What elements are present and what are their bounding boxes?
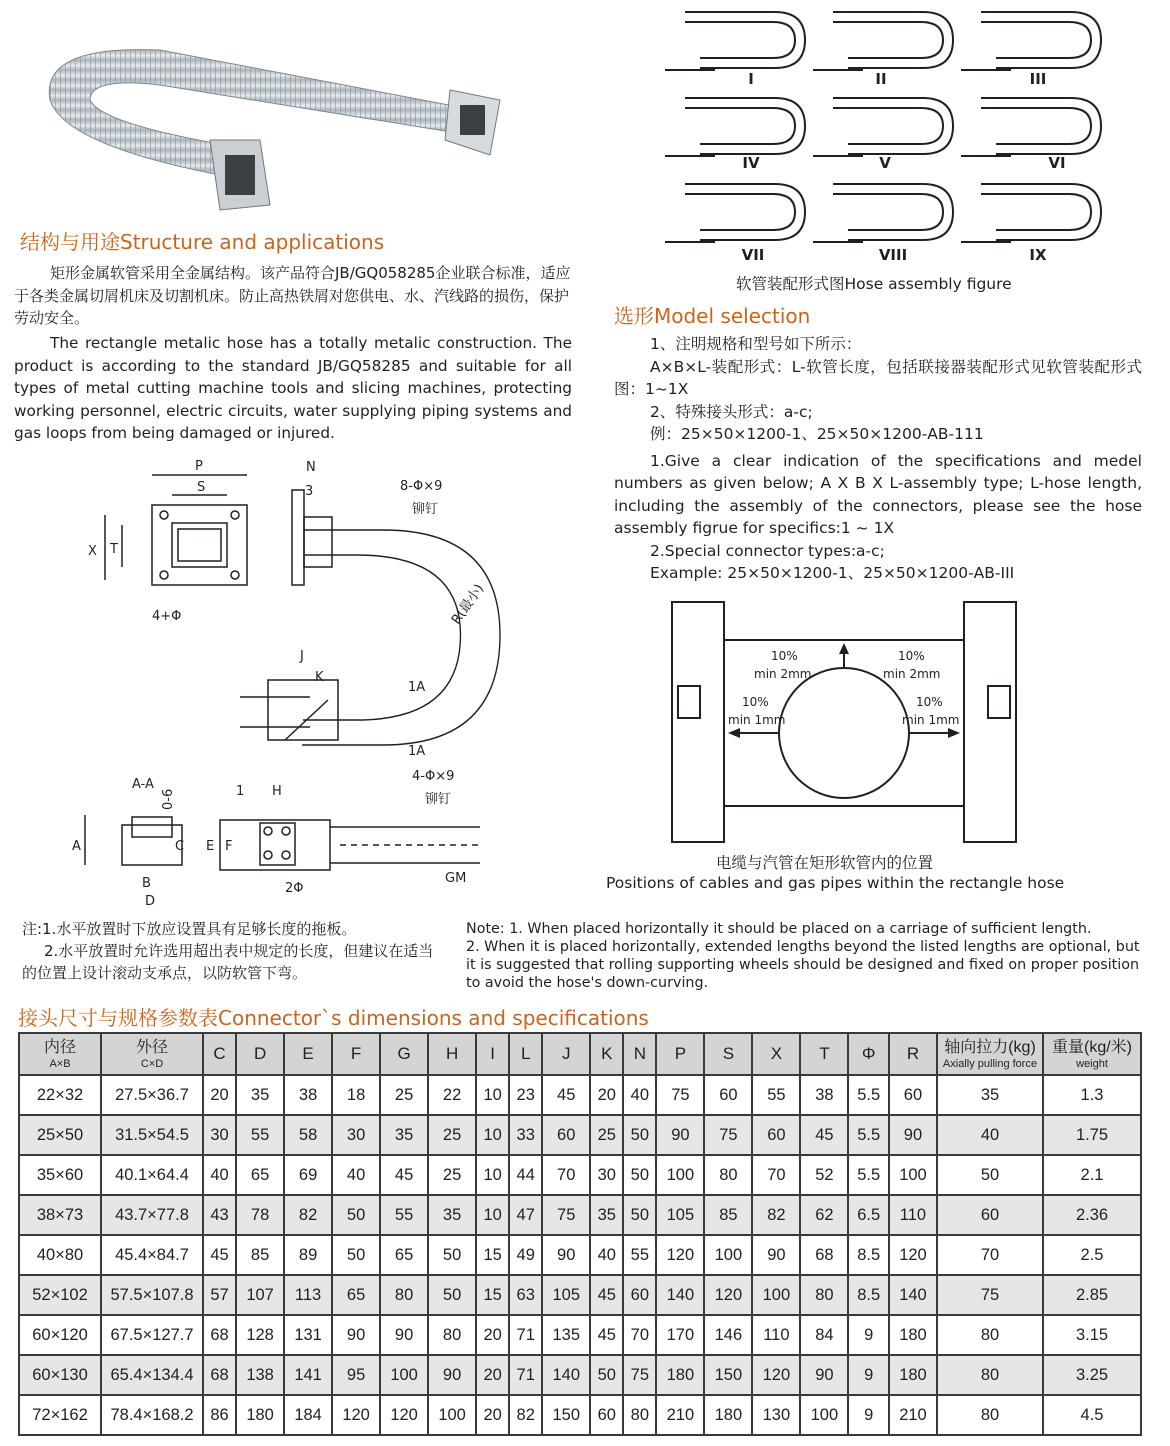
table-cell: 120: [889, 1235, 937, 1275]
table-cell: 68: [203, 1355, 236, 1395]
table-cell: 2.36: [1043, 1195, 1141, 1235]
table-cell: 40×80: [19, 1235, 101, 1275]
clearance-side-left-pct: 10%: [742, 695, 769, 709]
header-K: K: [590, 1033, 623, 1075]
note-en-2: 2. When it is placed horizontally, extended lengths beyond the listed lengths are optional, but it is suggested that rolling supporting wheels should be designed and fixed on proper position to avoid the hose's down-curving.: [466, 939, 1140, 991]
table-cell: 75: [704, 1115, 752, 1155]
table-cell: 110: [752, 1315, 800, 1355]
table-cell: 50: [332, 1235, 380, 1275]
dim-3: 3: [305, 484, 314, 499]
rivet-cn-2: 铆钉: [425, 792, 452, 807]
table-cell: 45: [203, 1235, 236, 1275]
table-cell: 50: [623, 1155, 656, 1195]
table-cell: 71: [509, 1315, 542, 1355]
table-cell: 22: [428, 1075, 476, 1115]
table-cell: 45: [380, 1155, 428, 1195]
note-cn-2: 2.水平放置时允许选用超出表中规定的长度，但建议在适当的位置上设计滚动支承点，以防软管下弯。: [22, 942, 434, 982]
notes-cn: [22, 918, 434, 984]
label-GM: GM: [445, 871, 467, 886]
table-cell: 50: [623, 1195, 656, 1235]
table-cell: 80: [380, 1275, 428, 1315]
header-G: G: [380, 1033, 428, 1075]
table-cell: 71: [509, 1355, 542, 1395]
table-cell: 140: [656, 1275, 704, 1315]
table-cell: 3.25: [1043, 1355, 1141, 1395]
dim-J: J: [300, 649, 304, 664]
header-weight: 重量(kg/米) weight: [1043, 1033, 1141, 1075]
structure-text-cn: 矩形金属软管采用全金属结构。该产品符合JB/GQ058285企业联合标准，适应于各类金属切屑机床及切割机床。防止高热铁屑对您供电、水、汽线路的损伤，保护劳动安全。: [14, 264, 571, 327]
table-cell: 75: [623, 1355, 656, 1395]
model-line-1: 1、注明规格和型号如下所示：: [650, 335, 862, 353]
header-X: X: [752, 1033, 800, 1075]
table-cell: 68: [800, 1235, 848, 1275]
table-cell: 45: [590, 1275, 623, 1315]
dim-H: H: [272, 784, 282, 799]
table-cell: 68: [203, 1315, 236, 1355]
table-cell: 100: [380, 1355, 428, 1395]
table-cell: 20: [476, 1395, 509, 1435]
table-cell: 60: [590, 1395, 623, 1435]
table-cell: 25: [380, 1075, 428, 1115]
label-1A-bottom: 1A: [408, 744, 426, 759]
table-cell: 20: [476, 1355, 509, 1395]
header-H: H: [428, 1033, 476, 1075]
table-cell: 120: [704, 1275, 752, 1315]
table-cell: 90: [332, 1315, 380, 1355]
table-cell: 180: [889, 1355, 937, 1395]
table-cell: 180: [889, 1315, 937, 1355]
table-cell: 10: [476, 1115, 509, 1155]
table-cell: 100: [752, 1275, 800, 1315]
header-J: J: [542, 1033, 590, 1075]
table-cell: 180: [656, 1355, 704, 1395]
table-cell: 90: [800, 1355, 848, 1395]
dim-2phi: 2Φ: [285, 881, 304, 896]
table-cell: 100: [428, 1395, 476, 1435]
table-cell: 78: [236, 1195, 284, 1235]
table-cell: 75: [542, 1195, 590, 1235]
clearance-side-left-min: min 1mm: [728, 713, 786, 727]
table-cell: 4.5: [1043, 1395, 1141, 1435]
table-cell: 180: [236, 1395, 284, 1435]
assembly-label-6: VI: [1048, 154, 1066, 172]
cross-caption-cn: 电缆与汽管在矩形软管内的位置: [716, 854, 934, 872]
table-cell: 131: [284, 1315, 332, 1355]
table-row: [19, 1395, 1141, 1435]
table-cell: 60×120: [19, 1315, 101, 1355]
header-phi: Φ: [848, 1033, 889, 1075]
table-cell: 60: [623, 1275, 656, 1315]
table-cell: 40: [203, 1155, 236, 1195]
table-cell: 45: [800, 1115, 848, 1155]
assembly-label-1: I: [748, 70, 754, 88]
table-cell: 35×60: [19, 1155, 101, 1195]
clearance-top-right-min: min 2mm: [883, 667, 941, 681]
header-S: S: [704, 1033, 752, 1075]
dim-P: P: [195, 459, 203, 474]
table-cell: 135: [542, 1315, 590, 1355]
table-row: [19, 1155, 1141, 1195]
table-cell: 75: [656, 1075, 704, 1115]
header-T: T: [800, 1033, 848, 1075]
table-cell: 85: [704, 1195, 752, 1235]
table-body: [19, 1075, 1141, 1435]
table-cell: 40: [623, 1075, 656, 1115]
model-line-6: 2.Special connector types:a-c;: [650, 541, 885, 560]
table-cell: 69: [284, 1155, 332, 1195]
model-line-3: 2、特殊接头形式：a-c;: [650, 402, 813, 421]
table-cell: 130: [752, 1395, 800, 1435]
table-cell: 80: [704, 1155, 752, 1195]
technical-drawing: [60, 455, 500, 909]
table-cell: 44: [509, 1155, 542, 1195]
table-cell: 82: [284, 1195, 332, 1235]
table-cell: 60: [704, 1075, 752, 1115]
section-AA: A-A: [132, 777, 154, 792]
table-cell: 33: [509, 1115, 542, 1155]
table-cell: 107: [236, 1275, 284, 1315]
label-1A-top: 1A: [408, 680, 426, 695]
table-cell: 150: [542, 1395, 590, 1435]
table-cell: 100: [800, 1395, 848, 1435]
table-cell: 78.4×168.2: [101, 1395, 203, 1435]
connector-spec-table: [18, 1032, 1142, 1436]
table-cell: 5.5: [848, 1155, 889, 1195]
table-cell: 40: [332, 1155, 380, 1195]
table-cell: 58: [284, 1115, 332, 1155]
table-cell: 50: [590, 1355, 623, 1395]
table-cell: 138: [236, 1355, 284, 1395]
table-cell: 35: [590, 1195, 623, 1235]
clearance-side-right-min: min 1mm: [902, 713, 960, 727]
table-cell: 140: [542, 1355, 590, 1395]
table-cell: 1.3: [1043, 1075, 1141, 1115]
dim-S: S: [197, 480, 206, 495]
table-cell: 20: [203, 1075, 236, 1115]
dim-E: E: [206, 839, 215, 854]
table-cell: 80: [937, 1315, 1043, 1355]
table-cell: 72×162: [19, 1395, 101, 1435]
table-cell: 90: [542, 1235, 590, 1275]
assembly-label-8: VIII: [878, 246, 908, 264]
model-line-7: Example: 25×50×1200-1、25×50×1200-AB-III: [650, 564, 1015, 582]
table-cell: 62: [800, 1195, 848, 1235]
table-cell: 65: [236, 1155, 284, 1195]
dim-K: K: [315, 670, 324, 685]
table-cell: 47: [509, 1195, 542, 1235]
table-cell: 25×50: [19, 1115, 101, 1155]
table-cell: 70: [542, 1155, 590, 1195]
dim-C: C: [175, 839, 185, 854]
clearance-side-right-pct: 10%: [916, 695, 943, 709]
table-cell: 180: [704, 1395, 752, 1435]
table-cell: 60: [752, 1115, 800, 1155]
table-cell: 141: [284, 1355, 332, 1395]
table-cell: 80: [428, 1315, 476, 1355]
table-cell: 86: [203, 1395, 236, 1435]
hose-assembly-figure: [655, 0, 1130, 265]
table-cell: 105: [656, 1195, 704, 1235]
table-cell: 70: [937, 1235, 1043, 1275]
table-cell: 31.5×54.5: [101, 1115, 203, 1155]
table-cell: 50: [332, 1195, 380, 1235]
table-cell: 70: [623, 1315, 656, 1355]
table-cell: 85: [236, 1235, 284, 1275]
assembly-label-5: V: [879, 154, 891, 172]
table-row: [19, 1235, 1141, 1275]
table-cell: 89: [284, 1235, 332, 1275]
table-cell: 80: [937, 1395, 1043, 1435]
table-row: [19, 1355, 1141, 1395]
dim-D: D: [145, 894, 156, 909]
dim-R: R(最小): [448, 581, 488, 628]
table-cell: 22×32: [19, 1075, 101, 1115]
structure-heading: 结构与用途Structure and applications: [20, 230, 385, 254]
dim-1: 1: [236, 784, 245, 799]
rivet-cn-1: 铆钉: [412, 502, 439, 517]
table-cell: 146: [704, 1315, 752, 1355]
table-cell: 3.15: [1043, 1315, 1141, 1355]
table-cell: 57.5×107.8: [101, 1275, 203, 1315]
table-row: [19, 1115, 1141, 1155]
note-cn-1: 注:1.水平放置时下放应设置具有足够长度的拖板。: [22, 920, 357, 938]
header-I: I: [476, 1033, 509, 1075]
table-row: [19, 1075, 1141, 1115]
table-cell: 80: [800, 1275, 848, 1315]
table-cell: 80: [937, 1355, 1043, 1395]
header-outer: 外径 C×D: [101, 1033, 203, 1075]
table-cell: 15: [476, 1235, 509, 1275]
table-cell: 35: [380, 1115, 428, 1155]
cross-section-diagram: [668, 598, 1020, 846]
table-cell: 113: [284, 1275, 332, 1315]
table-cell: 90: [380, 1315, 428, 1355]
model-line-5: 1.Give a clear indication of the specifications and medel numbers as given below; A X B X L-assembly type; L-hose length, including the assembly of the connectors, please see the hose assembly figrue for specifics:1 ~ 1X: [614, 451, 1142, 537]
model-line-4: 例：25×50×1200-1、25×50×1200-AB-111: [650, 425, 984, 443]
assembly-label-2: II: [875, 70, 887, 88]
table-cell: 100: [656, 1155, 704, 1195]
table-cell: 10: [476, 1195, 509, 1235]
table-cell: 60: [889, 1075, 937, 1115]
assembly-label-3: III: [1029, 70, 1047, 88]
clearance-top-left-pct: 10%: [771, 649, 798, 663]
table-cell: 38: [284, 1075, 332, 1115]
table-cell: 65.4×134.4: [101, 1355, 203, 1395]
table-cell: 30: [203, 1115, 236, 1155]
table-row: [19, 1195, 1141, 1235]
table-cell: 5.5: [848, 1075, 889, 1115]
table-header-row: [19, 1033, 1141, 1075]
table-cell: 82: [509, 1395, 542, 1435]
table-cell: 90: [752, 1235, 800, 1275]
table-cell: 15: [476, 1275, 509, 1315]
table-cell: 57: [203, 1275, 236, 1315]
dim-F: F: [225, 839, 233, 854]
table-cell: 50: [428, 1275, 476, 1315]
table-cell: 23: [509, 1075, 542, 1115]
header-inner: 内径 A×B: [19, 1033, 101, 1075]
table-cell: 210: [656, 1395, 704, 1435]
table-cell: 60: [542, 1115, 590, 1155]
table-cell: 49: [509, 1235, 542, 1275]
rivet-8: 8-Φ×9: [400, 479, 443, 494]
dim-0-6: 0-6: [161, 788, 176, 810]
table-cell: 52×102: [19, 1275, 101, 1315]
header-L: L: [509, 1033, 542, 1075]
header-N: N: [623, 1033, 656, 1075]
table-cell: 65: [332, 1275, 380, 1315]
table-cell: 63: [509, 1275, 542, 1315]
table-row: [19, 1315, 1141, 1355]
header-C: C: [203, 1033, 236, 1075]
cross-caption-en: Positions of cables and gas pipes within the rectangle hose: [606, 874, 1065, 892]
rivet-4: 4-Φ×9: [412, 769, 455, 784]
table-cell: 170: [656, 1315, 704, 1355]
table-cell: 10: [476, 1075, 509, 1115]
table-cell: 1.75: [1043, 1115, 1141, 1155]
table-cell: 2.5: [1043, 1235, 1141, 1275]
table-cell: 10: [476, 1155, 509, 1195]
table-cell: 55: [752, 1075, 800, 1115]
header-E: E: [284, 1033, 332, 1075]
structure-text-en: The rectangle metalic hose has a totally metalic construction. The product is according to the standard JB/GQ58285 and suitable for all types of metal cutting machine tools and slicing machines, protecting working personnel, electric circuits, water supplying piping systems and gas loops from being damaged or injured.: [14, 334, 572, 442]
table-cell: 38×73: [19, 1195, 101, 1235]
table-cell: 50: [428, 1235, 476, 1275]
table-cell: 55: [380, 1195, 428, 1235]
table-cell: 25: [590, 1115, 623, 1155]
table-cell: 120: [656, 1235, 704, 1275]
table-cell: 43.7×77.8: [101, 1195, 203, 1235]
table-cell: 5.5: [848, 1115, 889, 1155]
table-heading: 接头尺寸与规格参数表Connector`s dimensions and specifications: [18, 1006, 649, 1030]
model-heading: 选形Model selection: [614, 304, 811, 328]
model-line-2: A×B×L-装配形式：L-软管长度，包括联接器装配形式见软管装配形式图：1~1X: [614, 357, 1142, 398]
header-pulling-force: 轴向拉力(kg) Axially pulling force: [937, 1033, 1043, 1075]
table-cell: 100: [704, 1235, 752, 1275]
table-cell: 150: [704, 1355, 752, 1395]
table-cell: 95: [332, 1355, 380, 1395]
table-cell: 67.5×127.7: [101, 1315, 203, 1355]
table-row: [19, 1275, 1141, 1315]
header-R: R: [889, 1033, 937, 1075]
note-en-1: Note: 1. When placed horizontally it should be placed on a carriage of sufficient length.: [466, 921, 1092, 937]
table-cell: 40.1×64.4: [101, 1155, 203, 1195]
table-cell: 75: [937, 1275, 1043, 1315]
table-cell: 30: [590, 1155, 623, 1195]
table-cell: 27.5×36.7: [101, 1075, 203, 1115]
table-cell: 82: [752, 1195, 800, 1235]
table-cell: 105: [542, 1275, 590, 1315]
table-cell: 65: [380, 1235, 428, 1275]
table-cell: 84: [800, 1315, 848, 1355]
table-cell: 35: [428, 1195, 476, 1235]
table-cell: 128: [236, 1315, 284, 1355]
table-cell: 110: [889, 1195, 937, 1235]
table-cell: 43: [203, 1195, 236, 1235]
assembly-label-7: VII: [741, 246, 765, 264]
table-cell: 80: [623, 1395, 656, 1435]
dim-X: X: [88, 544, 97, 559]
model-text: [614, 333, 1142, 585]
table-cell: 45.4×84.7: [101, 1235, 203, 1275]
clearance-top-right-pct: 10%: [898, 649, 925, 663]
dim-B: B: [142, 876, 151, 891]
table-cell: 90: [889, 1115, 937, 1155]
table-cell: 2.1: [1043, 1155, 1141, 1195]
table-cell: 50: [937, 1155, 1043, 1195]
dim-T: T: [110, 542, 118, 557]
assembly-label-4: IV: [742, 154, 760, 172]
table-cell: 60×130: [19, 1355, 101, 1395]
table-cell: 120: [380, 1395, 428, 1435]
header-P: P: [656, 1033, 704, 1075]
table-cell: 120: [332, 1395, 380, 1435]
table-cell: 40: [937, 1115, 1043, 1155]
table-cell: 90: [428, 1355, 476, 1395]
table-cell: 25: [428, 1115, 476, 1155]
dim-hole: 4+Φ: [152, 609, 182, 624]
header-F: F: [332, 1033, 380, 1075]
table-cell: 35: [937, 1075, 1043, 1115]
assembly-label-9: IX: [1029, 246, 1047, 264]
table-cell: 40: [590, 1235, 623, 1275]
table-cell: 90: [656, 1115, 704, 1155]
table-cell: 18: [332, 1075, 380, 1115]
assembly-caption: 软管装配形式图Hose assembly figure: [736, 275, 1012, 293]
table-cell: 50: [623, 1115, 656, 1155]
table-cell: 25: [428, 1155, 476, 1195]
table-cell: 60: [937, 1195, 1043, 1235]
notes-en: [466, 920, 1142, 992]
table-cell: 45: [590, 1315, 623, 1355]
table-cell: 9: [848, 1315, 889, 1355]
table-cell: 70: [752, 1155, 800, 1195]
table-cell: 184: [284, 1395, 332, 1435]
table-cell: 9: [848, 1395, 889, 1435]
table-cell: 8.5: [848, 1235, 889, 1275]
table-cell: 35: [236, 1075, 284, 1115]
table-cell: 100: [889, 1155, 937, 1195]
table-cell: 52: [800, 1155, 848, 1195]
header-D: D: [236, 1033, 284, 1075]
table-cell: 38: [800, 1075, 848, 1115]
table-cell: 45: [542, 1075, 590, 1115]
table-cell: 20: [476, 1315, 509, 1355]
dim-N: N: [306, 460, 316, 475]
hose-product-image: [20, 5, 510, 220]
table-cell: 55: [623, 1235, 656, 1275]
clearance-top-left-min: min 2mm: [754, 667, 812, 681]
table-cell: 120: [752, 1355, 800, 1395]
table-cell: 2.85: [1043, 1275, 1141, 1315]
table-cell: 55: [236, 1115, 284, 1155]
table-cell: 8.5: [848, 1275, 889, 1315]
table-cell: 210: [889, 1395, 937, 1435]
dim-A: A: [72, 839, 81, 854]
table-cell: 9: [848, 1355, 889, 1395]
table-cell: 140: [889, 1275, 937, 1315]
table-cell: 6.5: [848, 1195, 889, 1235]
table-cell: 30: [332, 1115, 380, 1155]
table-cell: 20: [590, 1075, 623, 1115]
